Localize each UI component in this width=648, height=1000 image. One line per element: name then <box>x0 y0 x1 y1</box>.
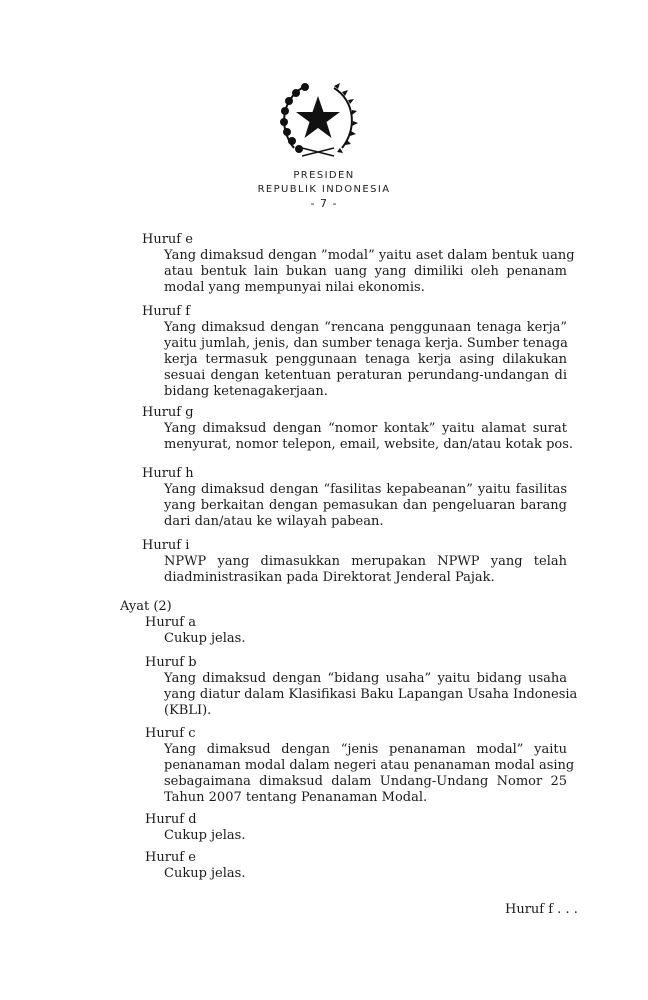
section-text-line: Cukup jelas. <box>164 631 246 646</box>
section-text-line: Cukup jelas. <box>164 866 246 881</box>
section-text-line: yang diatur dalam Klasifikasi Baku Lapangan Usaha Indonesia <box>164 687 578 702</box>
section-text-line: Yang dimaksud dengan “rencana penggunaan tenaga kerja” <box>164 320 567 335</box>
section-label: Huruf b <box>145 655 197 670</box>
section-label: Huruf g <box>142 405 194 420</box>
section-label: Huruf e <box>145 850 196 865</box>
section-text-line: sebagaimana dimaksud dalam Undang-Undang Nomor 25 <box>164 774 567 789</box>
section-label: Huruf c <box>145 726 196 741</box>
section-text-line: Yang dimaksud dengan “jenis penanaman modal” yaitu <box>164 742 567 757</box>
section-text-line: menyurat, nomor telepon, email, website, dan/atau kotak pos. <box>164 437 574 452</box>
continuation-marker: Huruf f . . . <box>505 902 578 917</box>
section-label: Huruf f <box>142 304 191 319</box>
section-text-line: penanaman modal dalam negeri atau penanaman modal asing <box>164 758 575 773</box>
section-text-line: diadministrasikan pada Direktorat Jenderal Pajak. <box>164 570 495 585</box>
section-text-line: atau bentuk lain bukan uang yang dimiliki oleh penanam <box>164 264 567 279</box>
header-president: PRESIDEN <box>293 170 355 181</box>
section-label: Huruf a <box>145 615 196 630</box>
section-text-line: modal yang mempunyai nilai ekonomis. <box>164 280 425 295</box>
section-label: Huruf d <box>145 812 197 827</box>
header-republic: REPUBLIK INDONESIA <box>257 184 391 195</box>
section-text-line: yaitu jumlah, jenis, dan sumber tenaga kerja. Sumber tenaga <box>164 336 568 351</box>
page-number: - 7 - <box>310 197 338 210</box>
section-label: Huruf i <box>142 538 190 553</box>
section-text-line: Yang dimaksud dengan “nomor kontak” yaitu alamat surat <box>164 421 567 436</box>
garuda-star-emblem-icon <box>272 78 364 164</box>
section-text-line: Yang dimaksud dengan “bidang usaha” yaitu bidang usaha <box>164 671 567 686</box>
section-text-line: Tahun 2007 tentang Penanaman Modal. <box>164 790 428 805</box>
section-text-line: Yang dimaksud dengan “fasilitas kepabeanan” yaitu fasilitas <box>164 482 567 497</box>
section-text-line: Yang dimaksud dengan ”modal” yaitu aset dalam bentuk uang <box>164 248 575 263</box>
section-text-line: NPWP yang dimasukkan merupakan NPWP yang telah <box>164 554 567 569</box>
section-text-line: yang berkaitan dengan pemasukan dan pengeluaran barang <box>164 498 567 513</box>
section-text-line: sesuai dengan ketentuan peraturan perundang-undangan di <box>164 368 567 383</box>
section-text-line: kerja termasuk penggunaan tenaga kerja asing dilakukan <box>164 352 567 367</box>
section-text-line: dari dan/atau ke wilayah pabean. <box>164 514 384 529</box>
section-text-line: Cukup jelas. <box>164 828 246 843</box>
section-label: Ayat (2) <box>120 599 172 614</box>
section-label: Huruf e <box>142 232 193 247</box>
section-label: Huruf h <box>142 466 194 481</box>
section-text-line: (KBLI). <box>164 703 212 718</box>
section-text-line: bidang ketenagakerjaan. <box>164 384 328 399</box>
